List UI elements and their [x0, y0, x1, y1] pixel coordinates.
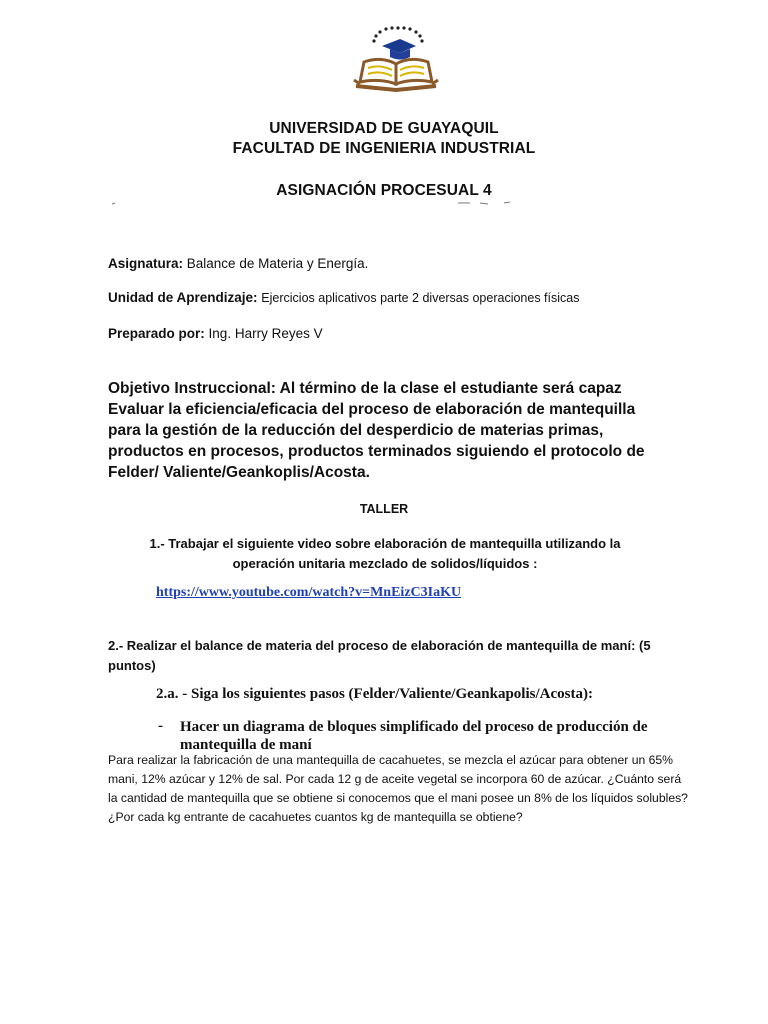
university-name: UNIVERSIDAD DE GUAYAQUIL: [269, 120, 499, 137]
task-2a: 2.a. - Siga los siguientes pasos (Felder/Valiente/Geankapolis/Acosta):: [156, 686, 593, 702]
taller-title: TALLER: [359, 502, 409, 516]
field-author: [108, 325, 323, 343]
university-crest-book-icon: [350, 24, 442, 94]
field-unit: [108, 289, 579, 307]
task-1-line-1: 1.- Trabajar el siguiente video sobre elaboración de mantequilla utilizando la: [149, 536, 621, 551]
field-unit-value: Ejercicios aplicativos parte 2 diversas operaciones físicas: [261, 291, 580, 305]
field-unit-label: Unidad de Aprendizaje:: [108, 290, 258, 305]
task-1-line-2: operación unitaria mezclado de solidos/líquidos :: [232, 556, 538, 571]
faculty-name: FACULTAD DE INGENIERIA INDUSTRIAL: [232, 140, 536, 157]
field-subject: [108, 255, 368, 273]
problem-statement: Para realizar la fabricación de una mantequilla de cacahuetes, se mezcla el azúcar para obtener un 65% mani, 12% azúcar y 12% de sal. Por cada 12 g de aceite vegetal se incorpora 60 de azúcar. ¿Cuánto será la cantidad de mantequilla que se obtiene si conocemos que el mani posee un 8% de los líquidos solubles? ¿Por cada kg entrante de cacahuetes cuantos kg de mantequilla se obtiene?: [108, 753, 688, 824]
bullet-dash: -: [158, 718, 163, 734]
bullet-block-diagram: Hacer un diagrama de bloques simplificado del proceso de producción de mantequilla de maní: [180, 719, 648, 753]
task-1: [120, 534, 650, 574]
field-subject-label: Asignatura:: [108, 256, 184, 271]
field-subject-value: Balance de Materia y Energía.: [186, 256, 369, 271]
field-author-value: Ing. Harry Reyes V: [208, 326, 323, 341]
instructional-objective: Objetivo Instruccional: Al término de la clase el estudiante será capaz Evaluar la eficiencia/eficacia del proceso de elaboración de mantequilla para la gestión de la reducción del desperdicio de materias primas, productos en procesos, productos terminados siguiendo el protocolo de Felder/ Valiente/Geankoplis/Acosta.: [108, 380, 645, 481]
task-2: 2.- Realizar el balance de materia del proceso de elaboración de mantequilla de maní: (5 puntos): [108, 638, 651, 673]
youtube-video-link[interactable]: https://www.youtube.com/watch?v=MnEizC3IaKU: [156, 585, 462, 600]
scan-artifact: [108, 200, 548, 208]
assignment-title: ASIGNACIÓN PROCESUAL 4: [276, 182, 492, 199]
field-author-label: Preparado por:: [108, 326, 205, 341]
